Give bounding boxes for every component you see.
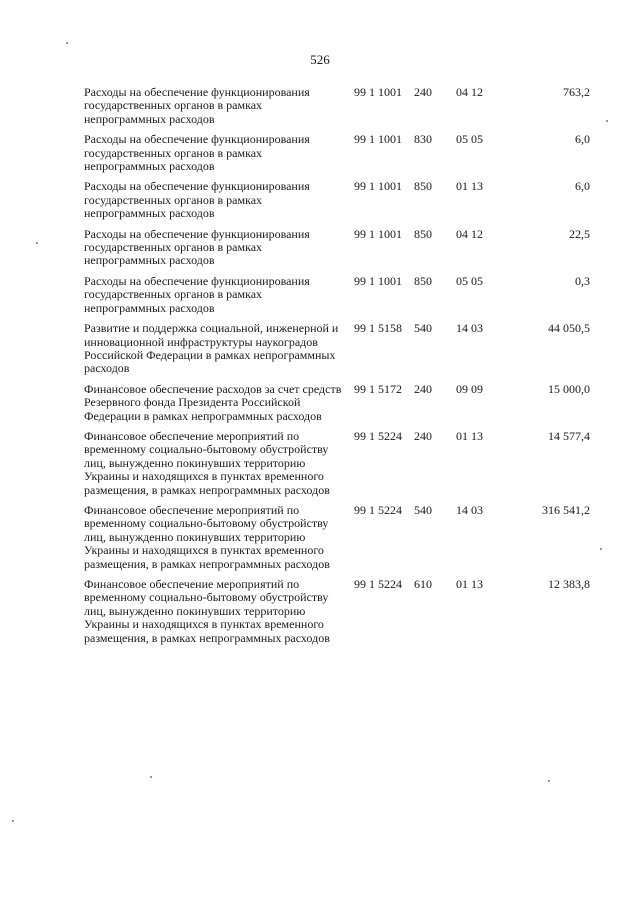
row-expense-type: 240	[414, 428, 432, 443]
scan-speck	[12, 820, 14, 822]
row-target-code: 99 1 1001	[354, 273, 402, 288]
row-section: 04 12	[456, 85, 483, 99]
row-description: Расходы на обеспечение функционирования государственных органов в рамках непрограммных расходов	[84, 273, 310, 315]
row-amount: 6,0	[575, 132, 590, 147]
row-expense-type: 240	[414, 381, 432, 396]
row-amount: 0,3	[575, 273, 590, 288]
row-amount: 316 541,2	[542, 502, 590, 517]
scan-speck	[150, 776, 152, 778]
scan-speck	[606, 120, 608, 122]
row-expense-type: 850	[414, 273, 432, 288]
table-row	[84, 504, 590, 571]
row-description: Финансовое обеспечение мероприятий по временному социально-бытовому обустройству лиц, вынужденно покинувших территорию Украины и находящихся в пунктах временного размещения, в рамках непрограммных расходов	[84, 502, 330, 571]
table-row	[84, 180, 590, 220]
row-description: Финансовое обеспечение мероприятий по временному социально-бытовому обустройству лиц, вынужденно покинувших территорию Украины и находящихся в пунктах временного размещения, в рамках непрограммных расходов	[84, 577, 330, 645]
row-section: 14 03	[456, 502, 483, 517]
row-expense-type: 850	[414, 226, 432, 241]
row-description: Расходы на обеспечение функционирования государственных органов в рамках непрограммных расходов	[84, 179, 310, 221]
row-section: 05 05	[456, 273, 483, 288]
row-section: 04 12	[456, 226, 483, 241]
row-description: Расходы на обеспечение функционирования государственных органов в рамках непрограммных расходов	[84, 226, 310, 268]
row-expense-type: 540	[414, 321, 432, 336]
row-expense-type: 830	[414, 132, 432, 147]
scan-speck	[548, 780, 550, 782]
table-row	[84, 133, 590, 173]
row-description: Расходы на обеспечение функционирования государственных органов в рамках непрограммных расходов	[84, 85, 310, 126]
table-row	[84, 430, 590, 497]
row-description: Расходы на обеспечение функционирования государственных органов в рамках непрограммных расходов	[84, 132, 310, 174]
table-row	[84, 86, 590, 126]
table-row	[84, 578, 590, 645]
row-section: 01 13	[456, 428, 483, 443]
table-row	[84, 383, 590, 423]
row-expense-type: 540	[414, 502, 432, 517]
row-section: 05 05	[456, 132, 483, 147]
table-row	[84, 228, 590, 268]
table-row	[84, 322, 590, 376]
row-target-code: 99 1 5224	[354, 428, 402, 443]
row-target-code: 99 1 5158	[354, 321, 402, 336]
row-target-code: 99 1 1001	[354, 132, 402, 147]
scan-speck	[600, 548, 602, 550]
page-number: 526	[310, 52, 330, 67]
scan-speck	[66, 42, 68, 44]
row-section: 01 13	[456, 179, 483, 194]
budget-table	[84, 86, 590, 652]
row-section: 09 09	[456, 381, 483, 396]
row-amount: 14 577,4	[548, 428, 590, 443]
scan-speck	[36, 242, 38, 244]
row-amount: 6,0	[575, 179, 590, 194]
row-target-code: 99 1 5224	[354, 502, 402, 517]
row-target-code: 99 1 5224	[354, 577, 402, 591]
row-section: 14 03	[456, 321, 483, 336]
row-expense-type: 610	[414, 577, 432, 591]
row-amount: 763,2	[563, 85, 590, 99]
row-target-code: 99 1 1001	[354, 85, 402, 99]
row-description: Финансовое обеспечение расходов за счет средств Резервного фонда Президента Российской Федерации в рамках непрограммных расходов	[84, 381, 342, 423]
table-row	[84, 275, 590, 315]
row-amount: 22,5	[569, 226, 590, 241]
row-target-code: 99 1 5172	[354, 381, 402, 396]
row-expense-type: 240	[414, 85, 432, 99]
row-description: Развитие и поддержка социальной, инженерной и инновационной инфраструктуры наукоградов Российской Федерации в рамках непрограммных расходов	[84, 321, 339, 376]
row-target-code: 99 1 1001	[354, 179, 402, 194]
row-amount: 44 050,5	[548, 321, 590, 336]
row-amount: 15 000,0	[548, 381, 590, 396]
row-expense-type: 850	[414, 179, 432, 194]
row-amount: 12 383,8	[548, 577, 590, 591]
row-section: 01 13	[456, 577, 483, 591]
row-target-code: 99 1 1001	[354, 226, 402, 241]
row-description: Финансовое обеспечение мероприятий по временному социально-бытовому обустройству лиц, вынужденно покинувших территорию Украины и находящихся в пунктах временного размещения, в рамках непрограммных расходов	[84, 428, 330, 497]
